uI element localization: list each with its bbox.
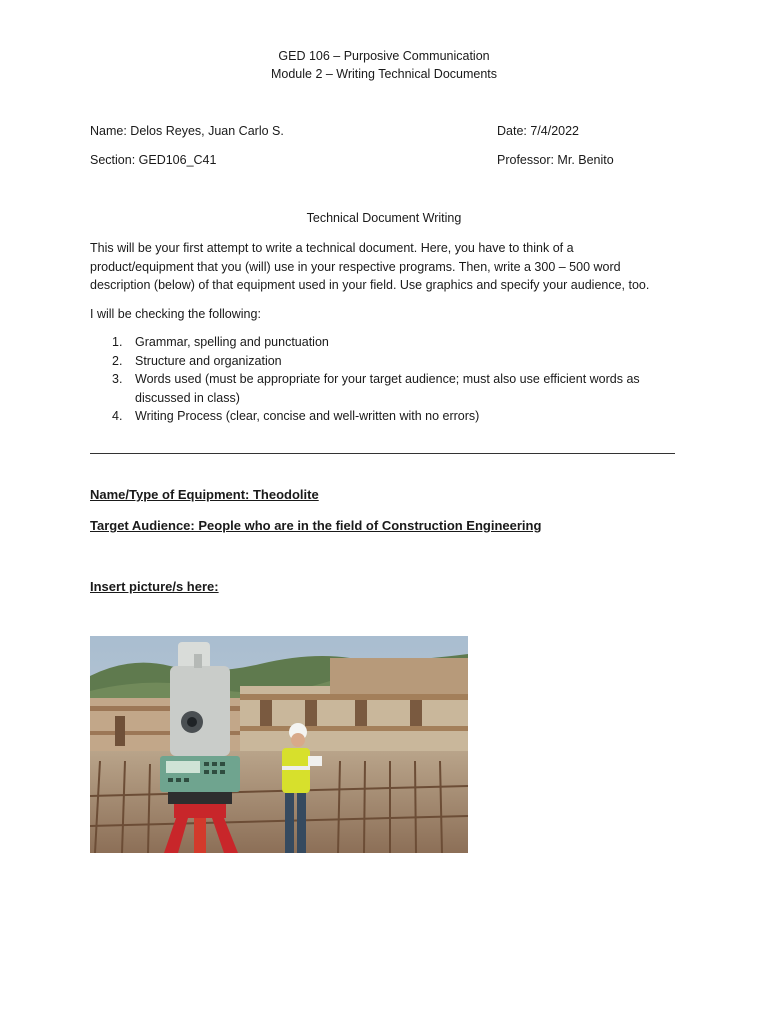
instructions-line: This will be your first attempt to write a technical document. Here, you have to think of a: [90, 241, 574, 255]
theodolite-photo: [90, 636, 468, 853]
date-field: Date: 7/4/2022: [497, 124, 580, 138]
picture-prompt: Insert picture/s here:: [90, 579, 219, 594]
list-item: 2. Structure and organization: [112, 353, 282, 368]
divider-line: [90, 453, 675, 454]
course-title: GED 106 – Purposive Communication: [278, 49, 490, 63]
list-item: 3. Words used (must be appropriate for your target audience; must also use efficient words as discussed in class): [112, 372, 640, 405]
professor-field: Professor: Mr. Benito: [497, 153, 614, 167]
criteria-list: [90, 333, 680, 426]
section-field: Section: GED106_C41: [90, 153, 217, 167]
equipment-heading: Name/Type of Equipment: Theodolite: [90, 487, 319, 502]
list-item: 4. Writing Process (clear, concise and well-written with no errors): [112, 409, 480, 423]
assignment-title: Technical Document Writing: [306, 211, 462, 225]
instructions-line: description (below) of that equipment used in your field. Use graphics and specify your audience, too.: [90, 278, 650, 292]
instructions-paragraph: [90, 239, 680, 295]
instructions-line: product/equipment that you (will) use in your respective programs. Then, write a 300 – 500 word: [90, 259, 621, 274]
checking-intro: I will be checking the following:: [90, 307, 261, 321]
module-title: Module 2 – Writing Technical Documents: [270, 67, 498, 81]
student-name: Name: Delos Reyes, Juan Carlo S.: [90, 124, 284, 138]
audience-heading: Target Audience: People who are in the field of Construction Engineering: [90, 518, 542, 533]
list-item: 1. Grammar, spelling and punctuation: [112, 335, 329, 349]
